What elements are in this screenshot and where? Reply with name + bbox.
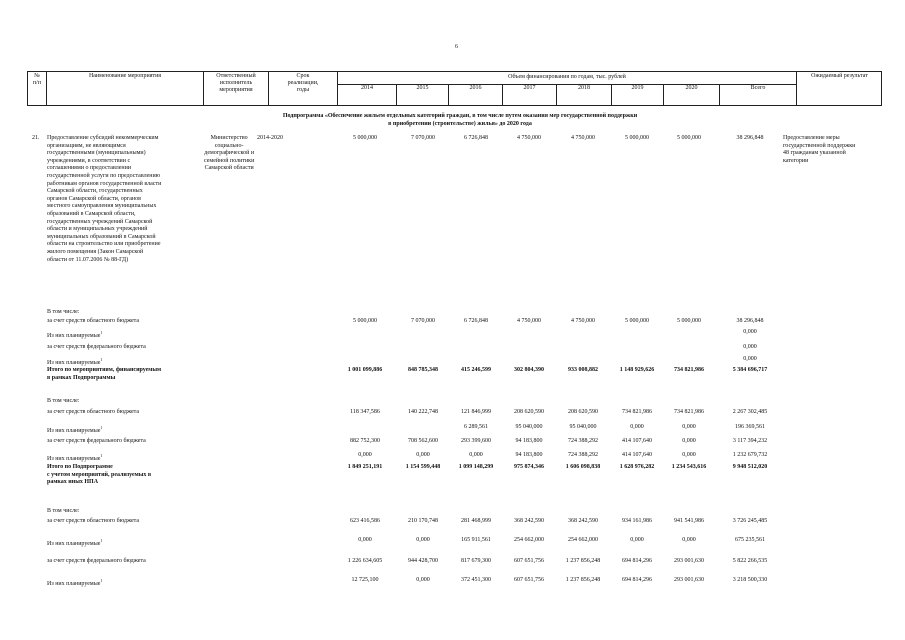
row8-value-3: 95 040,000 [515, 424, 543, 430]
row9-value-0: 882 752,300 [350, 438, 380, 444]
row1-value-3: 4 750,000 [517, 318, 541, 324]
row10-value-5: 414 107,640 [622, 452, 652, 458]
row11-value-5: 1 628 976,282 [619, 464, 655, 470]
row7-value-7: 2 267 302,485 [732, 409, 768, 415]
row1-value-5: 5 000,000 [625, 318, 649, 324]
row13-value-4: 368 242,590 [568, 518, 598, 524]
row10-value-2: 0,000 [469, 452, 483, 458]
footnote-mark: 1 [100, 578, 103, 583]
header-term: Срок реализации, годы [287, 73, 319, 93]
row-label: В том числе: [47, 508, 80, 514]
row-label: Из них планируемые$^1$ [47, 357, 103, 366]
row10-value-0: 0,000 [358, 452, 372, 458]
row8-value-4: 95 040,000 [569, 424, 597, 430]
row9-value-2: 293 399,600 [461, 438, 491, 444]
footnote-mark: 1 [100, 425, 103, 430]
row13-value-6: 941 541,986 [674, 518, 704, 524]
row-label: за счет средств областного бюджета [47, 318, 140, 324]
item21-value-0: 5 000,000 [353, 135, 377, 141]
row9-value-6: 0,000 [682, 438, 696, 444]
row11-value-7: 9 948 512,020 [732, 464, 768, 470]
row16-value-6: 293 001,630 [674, 577, 704, 583]
row1-value-7: 38 296,848 [736, 318, 764, 324]
row8-value-6: 0,000 [682, 424, 696, 430]
row8-value-7: 196 369,561 [735, 424, 765, 430]
row4-value-7: 0,000 [743, 356, 757, 362]
row11-value-6: 1 234 543,616 [671, 464, 707, 470]
row7-value-2: 121 846,999 [461, 409, 491, 415]
row-label: Итого по мероприятиям, финансируемым в рамках Подпрограммы [47, 367, 162, 381]
footnote-mark: 1 [100, 330, 103, 335]
row1-value-0: 5 000,000 [353, 318, 377, 324]
header-year-2020: 2020 [685, 85, 698, 91]
row5-value-6: 734 821,986 [674, 367, 704, 373]
item21-value-1: 7 070,000 [411, 135, 435, 141]
row8-value-5: 0,000 [630, 424, 644, 430]
item21-value-5: 5 000,000 [625, 135, 649, 141]
row15-value-7: 5 822 266,535 [732, 558, 768, 564]
row5-value-3: 302 804,390 [514, 367, 544, 373]
header-year-2015: 2015 [416, 85, 429, 91]
row16-value-4: 1 237 856,248 [565, 577, 601, 583]
item21-value-7: 38 296,848 [736, 135, 764, 141]
row11-value-2: 1 099 148,299 [458, 464, 494, 470]
row8-value-2: 6 289,561 [464, 424, 488, 430]
row1-value-4: 4 750,000 [571, 318, 595, 324]
row11-value-4: 1 606 098,838 [565, 464, 601, 470]
row7-value-3: 208 620,590 [514, 409, 544, 415]
row10-value-3: 94 183,800 [515, 452, 543, 458]
row14-value-4: 254 662,000 [568, 537, 598, 543]
header-num: № п/п [32, 73, 42, 86]
item-number: 21. [32, 135, 40, 141]
row10-value-7: 1 232 679,732 [732, 452, 768, 458]
row1-value-6: 5 000,000 [677, 318, 701, 324]
row5-value-2: 415 246,599 [461, 367, 491, 373]
row15-value-3: 607 651,756 [514, 558, 544, 564]
row5-value-5: 1 148 929,626 [619, 367, 655, 373]
header-year-2018: 2018 [578, 85, 590, 91]
row-label: Из них планируемые$^1$ [47, 425, 103, 434]
header-funding: Объем финансирования по годам, тыс. рублей [508, 74, 626, 80]
row10-value-6: 0,000 [682, 452, 696, 458]
table-header [27, 71, 882, 106]
header-result: Ожидаемый результат [811, 73, 868, 79]
header-total: Всего [750, 85, 766, 91]
row15-value-0: 1 226 634,605 [347, 558, 383, 564]
header-year-2016: 2016 [469, 85, 482, 91]
row7-value-5: 734 821,986 [622, 409, 652, 415]
row15-value-5: 694 814,296 [622, 558, 652, 564]
item21-value-6: 5 000,000 [677, 135, 701, 141]
row5-value-1: 848 785,348 [408, 367, 438, 373]
item-executor: Министерство социально- демографической и семейной политики Самарской области [204, 135, 255, 172]
row16-value-5: 694 814,296 [622, 577, 652, 583]
row14-value-6: 0,000 [682, 537, 696, 543]
row-label: В том числе: [47, 309, 80, 315]
row-label: Из них планируемые$^1$ [47, 330, 103, 339]
row5-value-0: 1 001 099,886 [347, 367, 383, 373]
header-year-2017: 2017 [523, 85, 536, 91]
row-label: за счет средств федерального бюджета [47, 558, 146, 564]
row1-value-2: 6 726,848 [464, 318, 488, 324]
footnote-mark: 1 [100, 357, 103, 362]
footnote-mark: 1 [100, 538, 103, 543]
row-label: Из них планируемые$^1$ [47, 578, 103, 587]
row-label: Из них планируемые$^1$ [47, 538, 103, 547]
subprogram-title: Подпрограмма «Обеспечение жильем отдельных категорий граждан, в том числе путем оказания мер государственной поддержки в приобретении (строительстве) жилья» до 2020 года [282, 113, 638, 127]
row11-value-0: 1 849 251,191 [347, 464, 383, 470]
row9-value-1: 708 562,600 [408, 438, 438, 444]
row16-value-1: 0,000 [416, 577, 430, 583]
footnote-mark: 1 [100, 453, 103, 458]
row-label: В том числе: [47, 398, 80, 404]
row13-value-1: 210 170,748 [408, 518, 438, 524]
row16-value-3: 607 651,756 [514, 577, 544, 583]
row5-value-7: 5 384 696,717 [732, 367, 768, 373]
row7-value-0: 118 347,586 [350, 409, 380, 415]
item21-value-2: 6 726,848 [464, 135, 488, 141]
row9-value-3: 94 183,800 [515, 438, 543, 444]
row13-value-7: 3 726 245,485 [732, 518, 768, 524]
row13-value-2: 281 468,999 [461, 518, 491, 524]
row-label: за счет средств областного бюджета [47, 409, 140, 415]
row-label: за счет средств областного бюджета [47, 518, 140, 524]
row11-value-3: 975 874,346 [514, 464, 544, 470]
row-label: за счет средств федерального бюджета [47, 438, 146, 444]
row5-value-4: 933 008,882 [568, 367, 598, 373]
item21-value-4: 4 750,000 [571, 135, 595, 141]
row16-value-2: 372 451,300 [461, 577, 491, 583]
row15-value-2: 817 679,300 [461, 558, 491, 564]
row15-value-4: 1 237 856,248 [565, 558, 601, 564]
row15-value-6: 293 001,630 [674, 558, 704, 564]
row7-value-4: 208 620,590 [568, 409, 598, 415]
row13-value-0: 623 416,586 [350, 518, 380, 524]
row14-value-2: 165 911,561 [461, 537, 491, 543]
row10-value-1: 0,000 [416, 452, 430, 458]
row14-value-0: 0,000 [358, 537, 372, 543]
header-name: Наименование мероприятия [88, 73, 162, 79]
row15-value-1: 944 428,700 [408, 558, 438, 564]
item-result: Предоставление меры государственной поддержки 48 гражданам указанной категории [783, 135, 856, 164]
row9-value-5: 414 107,640 [622, 438, 652, 444]
row-label: Из них планируемые$^1$ [47, 453, 103, 462]
row7-value-1: 140 222,748 [408, 409, 438, 415]
row16-value-7: 3 218 500,330 [732, 577, 768, 583]
row1-value-1: 7 070,000 [411, 318, 435, 324]
row2-value-7: 0,000 [743, 329, 757, 335]
header-year-2019: 2019 [631, 85, 644, 91]
row7-value-6: 734 821,986 [674, 409, 704, 415]
row14-value-7: 675 235,561 [735, 537, 765, 543]
row-label: Итого по Подпрограмме с учетом мероприятий, реализуемых в рамках иных НПА [47, 464, 152, 486]
row13-value-3: 368 242,590 [514, 518, 544, 524]
row10-value-4: 724 388,292 [568, 452, 598, 458]
item21-value-3: 4 750,000 [517, 135, 541, 141]
row14-value-1: 0,000 [416, 537, 430, 543]
row14-value-5: 0,000 [630, 537, 644, 543]
row13-value-5: 934 161,986 [622, 518, 652, 524]
row11-value-1: 1 154 599,448 [405, 464, 441, 470]
header-executor: Ответственный исполнитель мероприятия [216, 73, 256, 93]
row9-value-4: 724 388,292 [568, 438, 598, 444]
row16-value-0: 12 725,100 [351, 577, 379, 583]
item-name: Предоставление субсидий некоммерческим организациям, не являющимся государственными (муниципальными) учреждениями, в соответствии с соглашениями о предоставлении государственной услуги по предоставлению работникам органов государственной власти Самарской области, государственных органов Самарской области, органов местного самоуправления муниципальных образований в Самарской области, государственных учреждений Самарской области и муниципальных учреждений муниципальных образований в Самарской области на строительство или приобретение жилого помещения (Закон Самарской области от 11.07.2006 № 88-ГД) [47, 135, 162, 263]
row9-value-7: 3 117 394,232 [732, 438, 768, 444]
page-number: 6 [455, 44, 458, 50]
row3-value-7: 0,000 [743, 344, 757, 350]
header-year-2014: 2014 [361, 85, 373, 91]
row14-value-3: 254 662,000 [514, 537, 544, 543]
row-label: за счет средств федерального бюджета [47, 344, 146, 350]
item-term: 2014-2020 [257, 135, 283, 141]
